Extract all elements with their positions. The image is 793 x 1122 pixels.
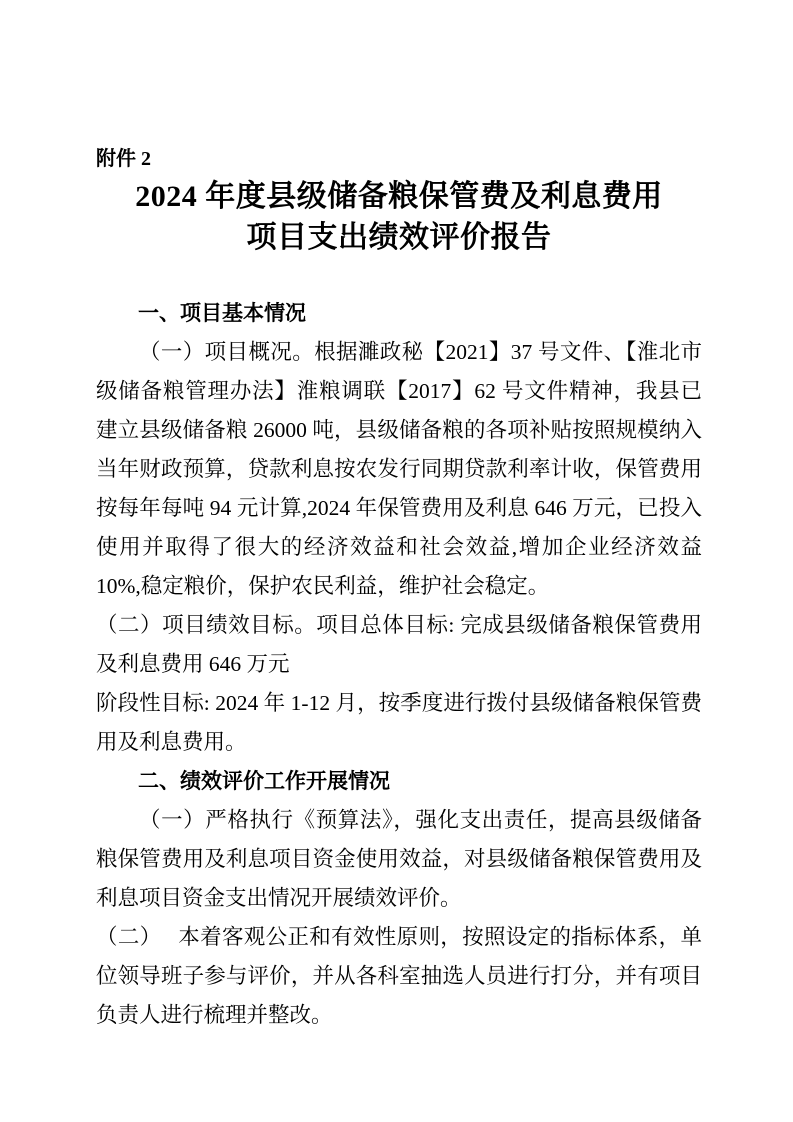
document-title <box>96 176 702 258</box>
document-content <box>96 146 702 1035</box>
document-title-line-1: 2024 年度县级储备粮保管费及利息费用 <box>135 180 663 213</box>
paragraph-evaluation-method: （二） 本着客观公正和有效性原则，按照设定的指标体系，单位领导班子参与评价，并从各科室抽选人员进行打分，并有项目负责人进行梳理并整改。 <box>96 925 702 1027</box>
attachment-label: 附件 2 <box>96 148 151 170</box>
document-body <box>96 294 702 1035</box>
paragraph-performance-goal: （二）项目绩效目标。项目总体目标: 完成县级储备粮保管费用及利息费用 646 万元 <box>96 613 702 676</box>
paragraph-budget-law: （一）严格执行《预算法》，强化支出责任，提高县级储备粮保管费用及利息项目资金使用效益，对县级储备粮保管费用及利息项目资金支出情况开展绩效评价。 <box>96 808 702 910</box>
paragraph-project-overview: （一）项目概况。根据濉政秘【2021】37 号文件、【淮北市级储备粮管理办法】淮粮调联【2017】62 号文件精神，我县已建立县级储备粮 26000 吨，县级储备粮的各项补贴按照规模纳入当年财政预算，贷款利息按农发行同期贷款利率计收，保管费用按每年每吨 94 元计算,2024 年保管费用及利息 646 万元，已投入使用并取得了很大的经济效益和社会效益,增加企业经济效益 10%,稳定粮价，保护农民利益，维护社会稳定。 <box>96 340 702 598</box>
section-heading-2: 二、绩效评价工作开展情况 <box>138 770 390 793</box>
paragraph-stage-goal: 阶段性目标: 2024 年 1-12 月，按季度进行拨付县级储备粮保管费用及利息费用。 <box>96 691 702 754</box>
document-title-line-2: 项目支出绩效评价报告 <box>246 221 552 254</box>
section-heading-1: 一、项目基本情况 <box>138 302 306 325</box>
